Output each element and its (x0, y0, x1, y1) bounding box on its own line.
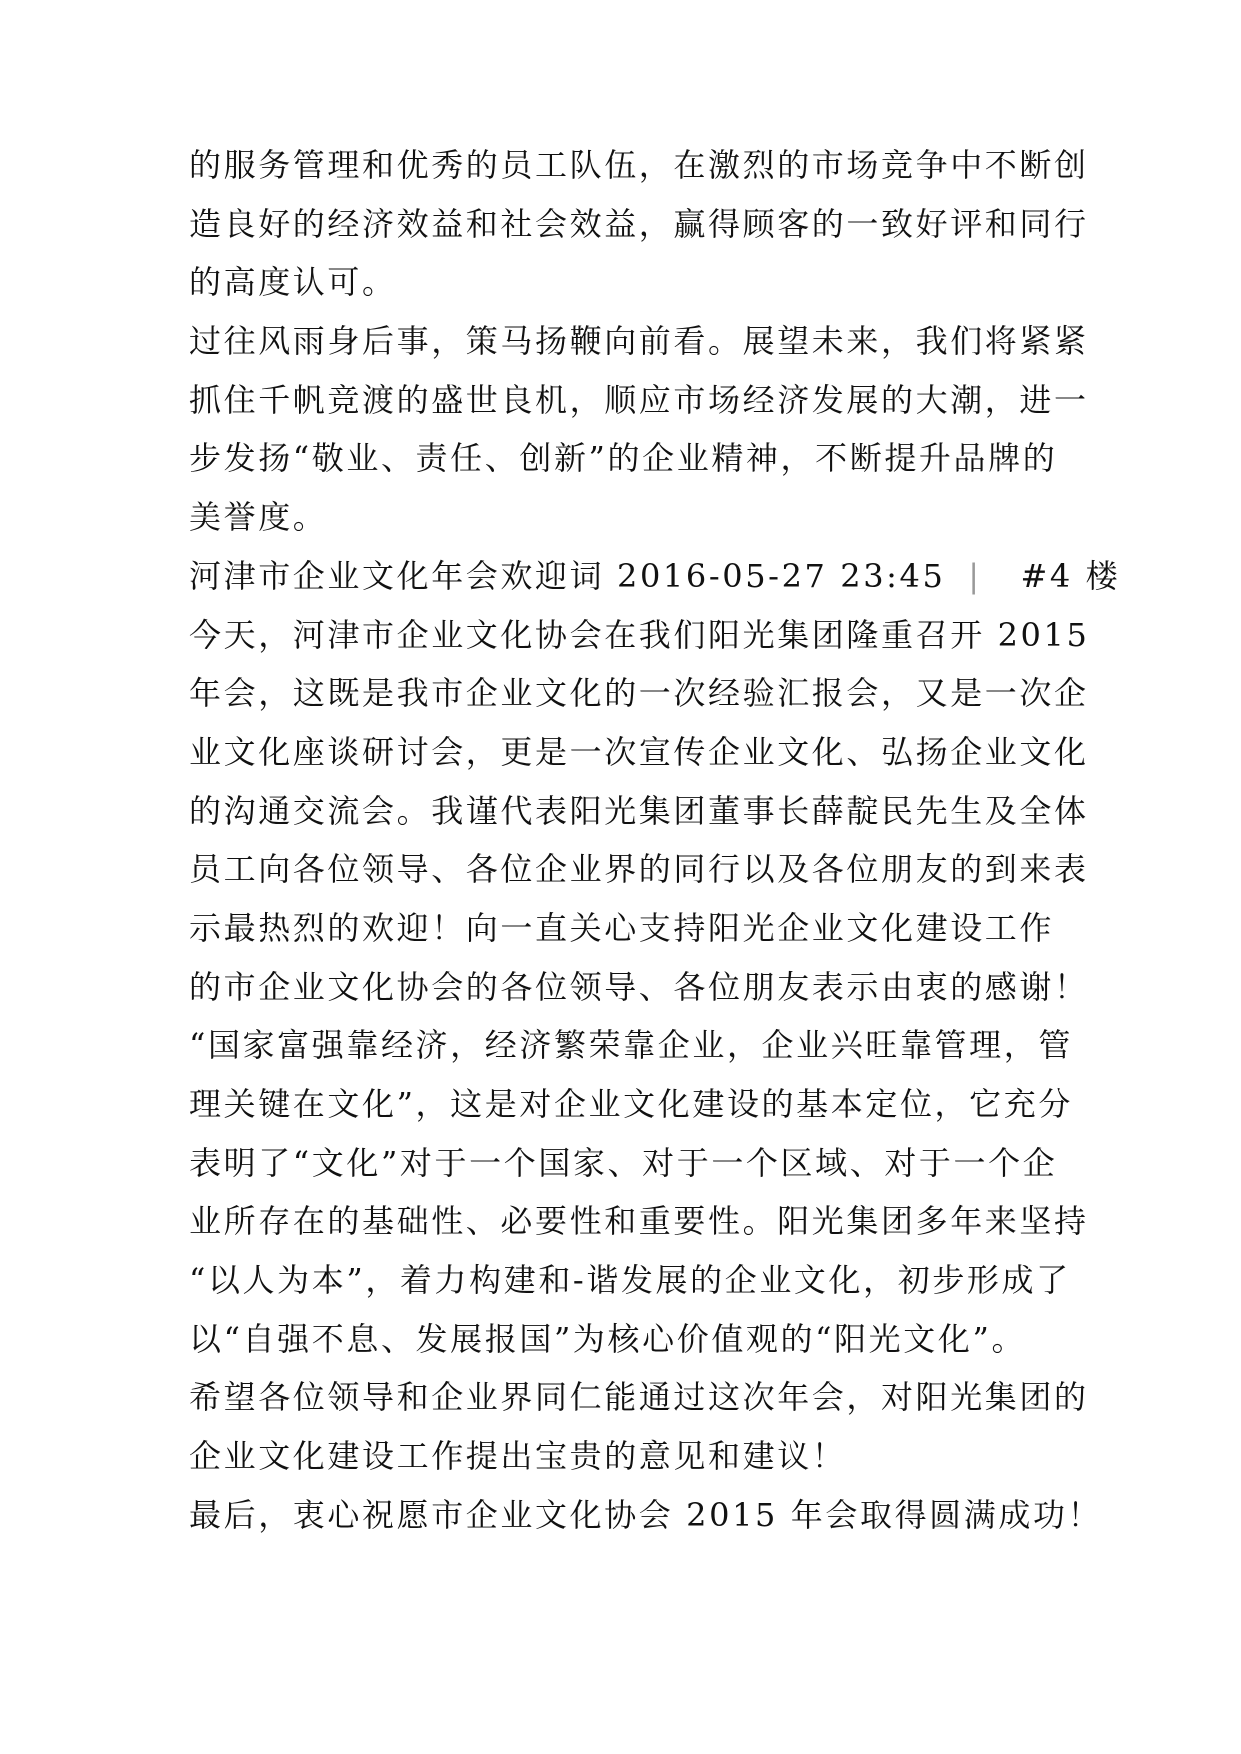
text-line: 业所存在的基础性、必要性和重要性。阳光集团多年来坚持 (189, 1202, 1089, 1241)
text-line: 年会，这既是我市企业文化的一次经验汇报会，又是一次企 (189, 674, 1089, 713)
text-line: 以“自强不息、发展报国”为核心价值观的“阳光文化”。 (189, 1319, 1027, 1358)
text-line: “国家富强靠经济，经济繁荣靠企业，企业兴旺靠管理，管 (189, 1026, 1073, 1065)
text-line: “以人为本”，着力构建和-谐发展的企业文化，初步形成了 (189, 1261, 1071, 1300)
text-line: 步发扬“敬业、责任、创新”的企业精神，不断提升品牌的 (189, 439, 1058, 478)
text-line: 抓住千帆竞渡的盛世良机，顺应市场经济发展的大潮，进一 (189, 380, 1089, 419)
text-line: 表明了“文化”对于一个国家、对于一个区域、对于一个企 (189, 1143, 1058, 1182)
paragraph (189, 136, 1089, 312)
text-line: 理关键在文化”，这是对企业文化建设的基本定位，它充分 (189, 1085, 1073, 1123)
text-line: 业文化座谈研讨会，更是一次宣传企业文化、弘扬企业文化 (189, 732, 1089, 771)
text-line: 员工向各位领导、各位企业界的同行以及各位朋友的到来表 (189, 850, 1089, 889)
paragraph (189, 1486, 1103, 1545)
paragraph (189, 312, 1089, 547)
text-line: 美誉度。 (189, 498, 328, 537)
post-title: 河津市企业文化年会欢迎词 (189, 556, 605, 595)
text-line: 的市企业文化协会的各位领导、各位朋友表示由衷的感谢！ (189, 967, 1089, 1006)
document-body (189, 136, 1121, 1545)
text-line: 今天，河津市企业文化协会在我们阳光集团隆重召开 2015 (189, 615, 1090, 654)
text-line: 的高度认可。 (189, 263, 397, 302)
text-line: 过往风雨身后事，策马扬鞭向前看。展望未来，我们将紧紧 (189, 322, 1089, 361)
text-line: 造良好的经济效益和社会效益，赢得顾客的一致好评和同行 (189, 204, 1089, 243)
post-datetime: 2016-05-27 23:45 (616, 556, 946, 595)
text-line: 企业文化建设工作提出宝贵的意见和建议！ (189, 1437, 847, 1476)
post-header (189, 547, 1121, 606)
floor-number: #4 楼 (1020, 556, 1121, 595)
text-line: 示最热烈的欢迎！向一直关心支持阳光企业文化建设工作 (189, 908, 1055, 947)
text-line: 希望各位领导和企业界同仁能通过这次年会，对阳光集团的 (189, 1378, 1089, 1417)
paragraph (189, 1368, 1089, 1485)
separator: | (968, 556, 982, 595)
text-line: 的沟通交流会。我谨代表阳光集团董事长薛靛民先生及全体 (189, 791, 1089, 830)
text-line: 最后，衷心祝愿市企业文化协会 2015 年会取得圆满成功！ (189, 1495, 1103, 1534)
paragraph (189, 606, 1090, 1017)
text-line: 的服务管理和优秀的员工队伍，在激烈的市场竞争中不断创 (189, 146, 1089, 184)
paragraph (189, 1016, 1089, 1368)
